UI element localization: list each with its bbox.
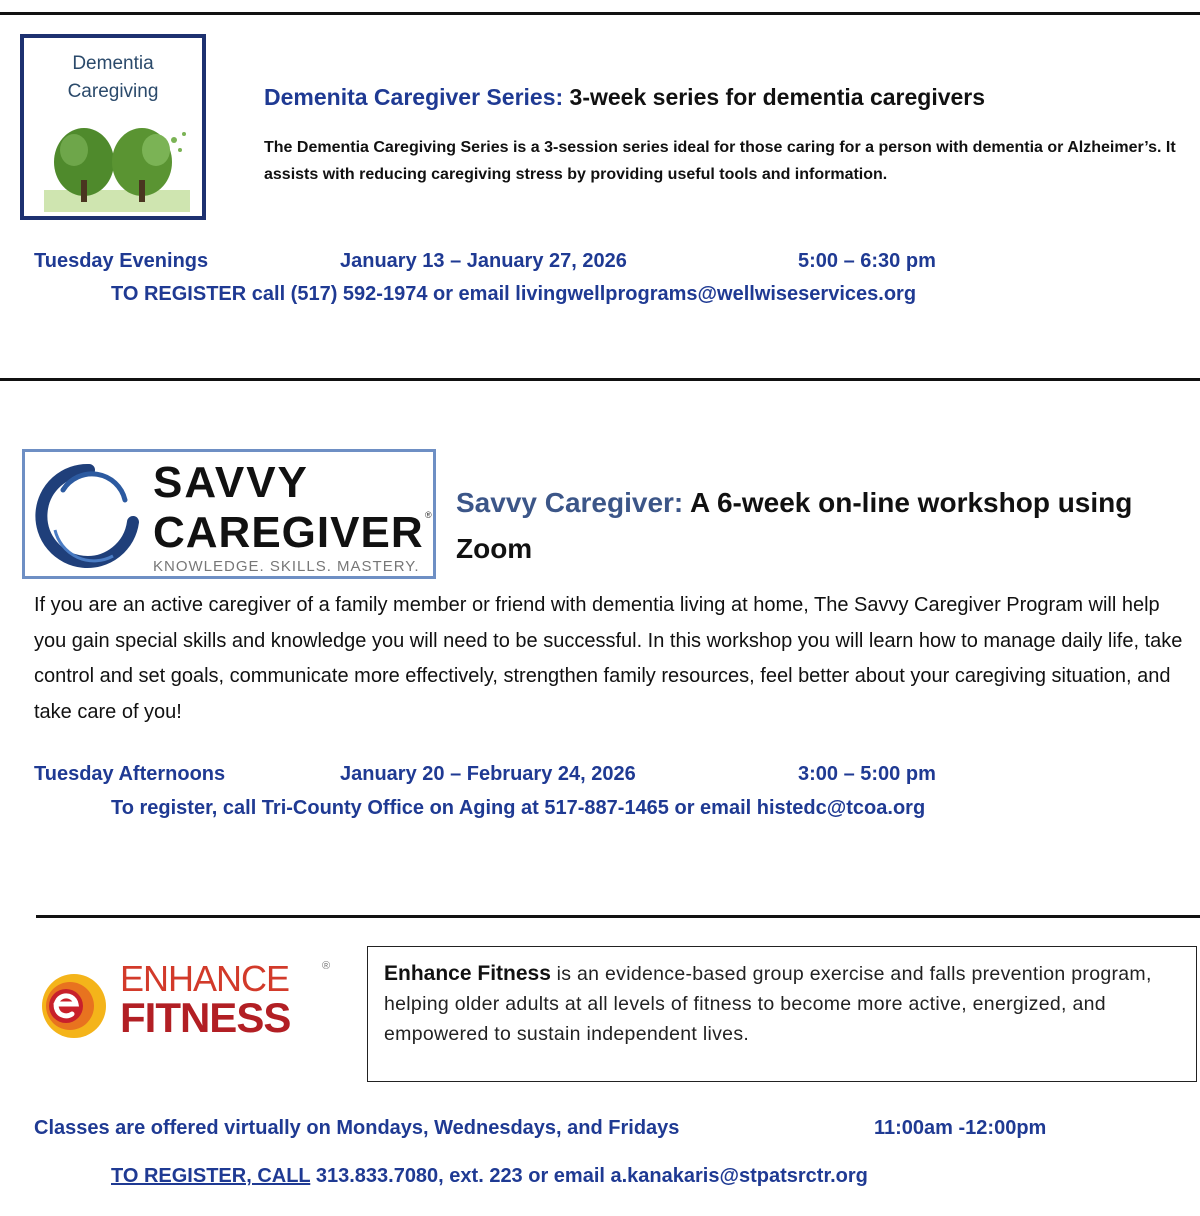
- savvy-caregiver-subtitle: A 6-week on-line workshop using Zoom: [456, 487, 1133, 564]
- enhance-fitness-description: [384, 959, 1184, 1049]
- section-divider-2: [36, 915, 1200, 918]
- fitness-schedule: Classes are offered virtually on Mondays, Wednesdays, and Fridays: [34, 1117, 680, 1139]
- head-trees-icon: [44, 120, 190, 212]
- dementia-dates: January 13 – January 27, 2026: [340, 250, 627, 272]
- dementia-series-description: The Dementia Caregiving Series is a 3-session series ideal for those caring for a person with dementia or Alzheimer’s. It assists with reducing caregiving stress by providing useful tools and information.: [264, 139, 1176, 183]
- savvy-register-info: To register, call Tri-County Office on Aging at 517-887-1465 or email histedc@tcoa.org: [111, 797, 926, 819]
- fitness-register-info: [111, 1165, 868, 1188]
- savvy-caregiver-name: Savvy Caregiver:: [456, 487, 684, 518]
- top-rule: [0, 12, 1200, 15]
- logo-word-enhance: ENHANCE: [120, 958, 290, 999]
- dementia-series-name: Demenita Caregiver Series:: [264, 84, 564, 110]
- enhance-fitness-logo: [36, 958, 346, 1042]
- dementia-series-subtitle: 3-week series for dementia caregivers: [563, 84, 986, 110]
- logo-tagline: KNOWLEDGE. SKILLS. MASTERY.: [153, 558, 420, 575]
- brush-circle-icon: [33, 460, 145, 572]
- savvy-dates: January 20 – February 24, 2026: [340, 763, 636, 785]
- logo-line-1: Dementia: [72, 53, 154, 74]
- dementia-time: 5:00 – 6:30 pm: [798, 250, 936, 272]
- savvy-time: 3:00 – 5:00 pm: [798, 763, 936, 785]
- enhance-fitness-name: Enhance Fitness: [384, 962, 551, 985]
- registered-mark: ®: [425, 510, 432, 520]
- fitness-time: 11:00am -12:00pm: [874, 1117, 1047, 1139]
- savvy-day: Tuesday Afternoons: [34, 763, 226, 785]
- dementia-register-info: TO REGISTER call (517) 592-1974 or email livingwellprograms@wellwiseservices.org: [111, 283, 917, 305]
- section-divider-1: [0, 378, 1200, 381]
- savvy-caregiver-description: If you are an active caregiver of a family member or friend with dementia living at home, The Savvy Caregiver Program will help you gain special skills and knowledge you will need to be successful. In this workshop you will learn how to manage daily life, take control and set goals, communicate more effectively, strengthen family resources, feel better about your caregiving situation, and take care of you!: [34, 594, 1183, 723]
- logo-word-savvy: SAVVY: [153, 458, 309, 507]
- logo-line-2: Caregiving: [67, 81, 159, 102]
- enhance-fitness-text: is an evidence-based group exercise and falls prevention program, helping older adults at all levels of fitness to become more active, energized, and empowered to sustain independent lives.: [384, 963, 1152, 1045]
- savvy-caregiver-logo: [22, 449, 436, 579]
- register-contact: 313.833.7080, ext. 223 or email a.kanakaris@stpatsrctr.org: [310, 1165, 868, 1187]
- registered-mark: ®: [322, 960, 331, 972]
- savvy-caregiver-title: [456, 480, 1176, 572]
- dementia-caregiving-logo: [20, 34, 206, 220]
- register-call-lead: TO REGISTER, CALL: [111, 1165, 311, 1187]
- logo-word-caregiver: CAREGIVER: [153, 508, 424, 557]
- logo-text: [24, 50, 202, 106]
- dementia-day: Tuesday Evenings: [34, 250, 209, 272]
- logo-word-fitness: FITNESS: [120, 994, 291, 1041]
- swirl-e-icon: [36, 968, 116, 1040]
- enhance-fitness-info-box: [367, 946, 1197, 1082]
- dementia-series-title: [264, 84, 985, 111]
